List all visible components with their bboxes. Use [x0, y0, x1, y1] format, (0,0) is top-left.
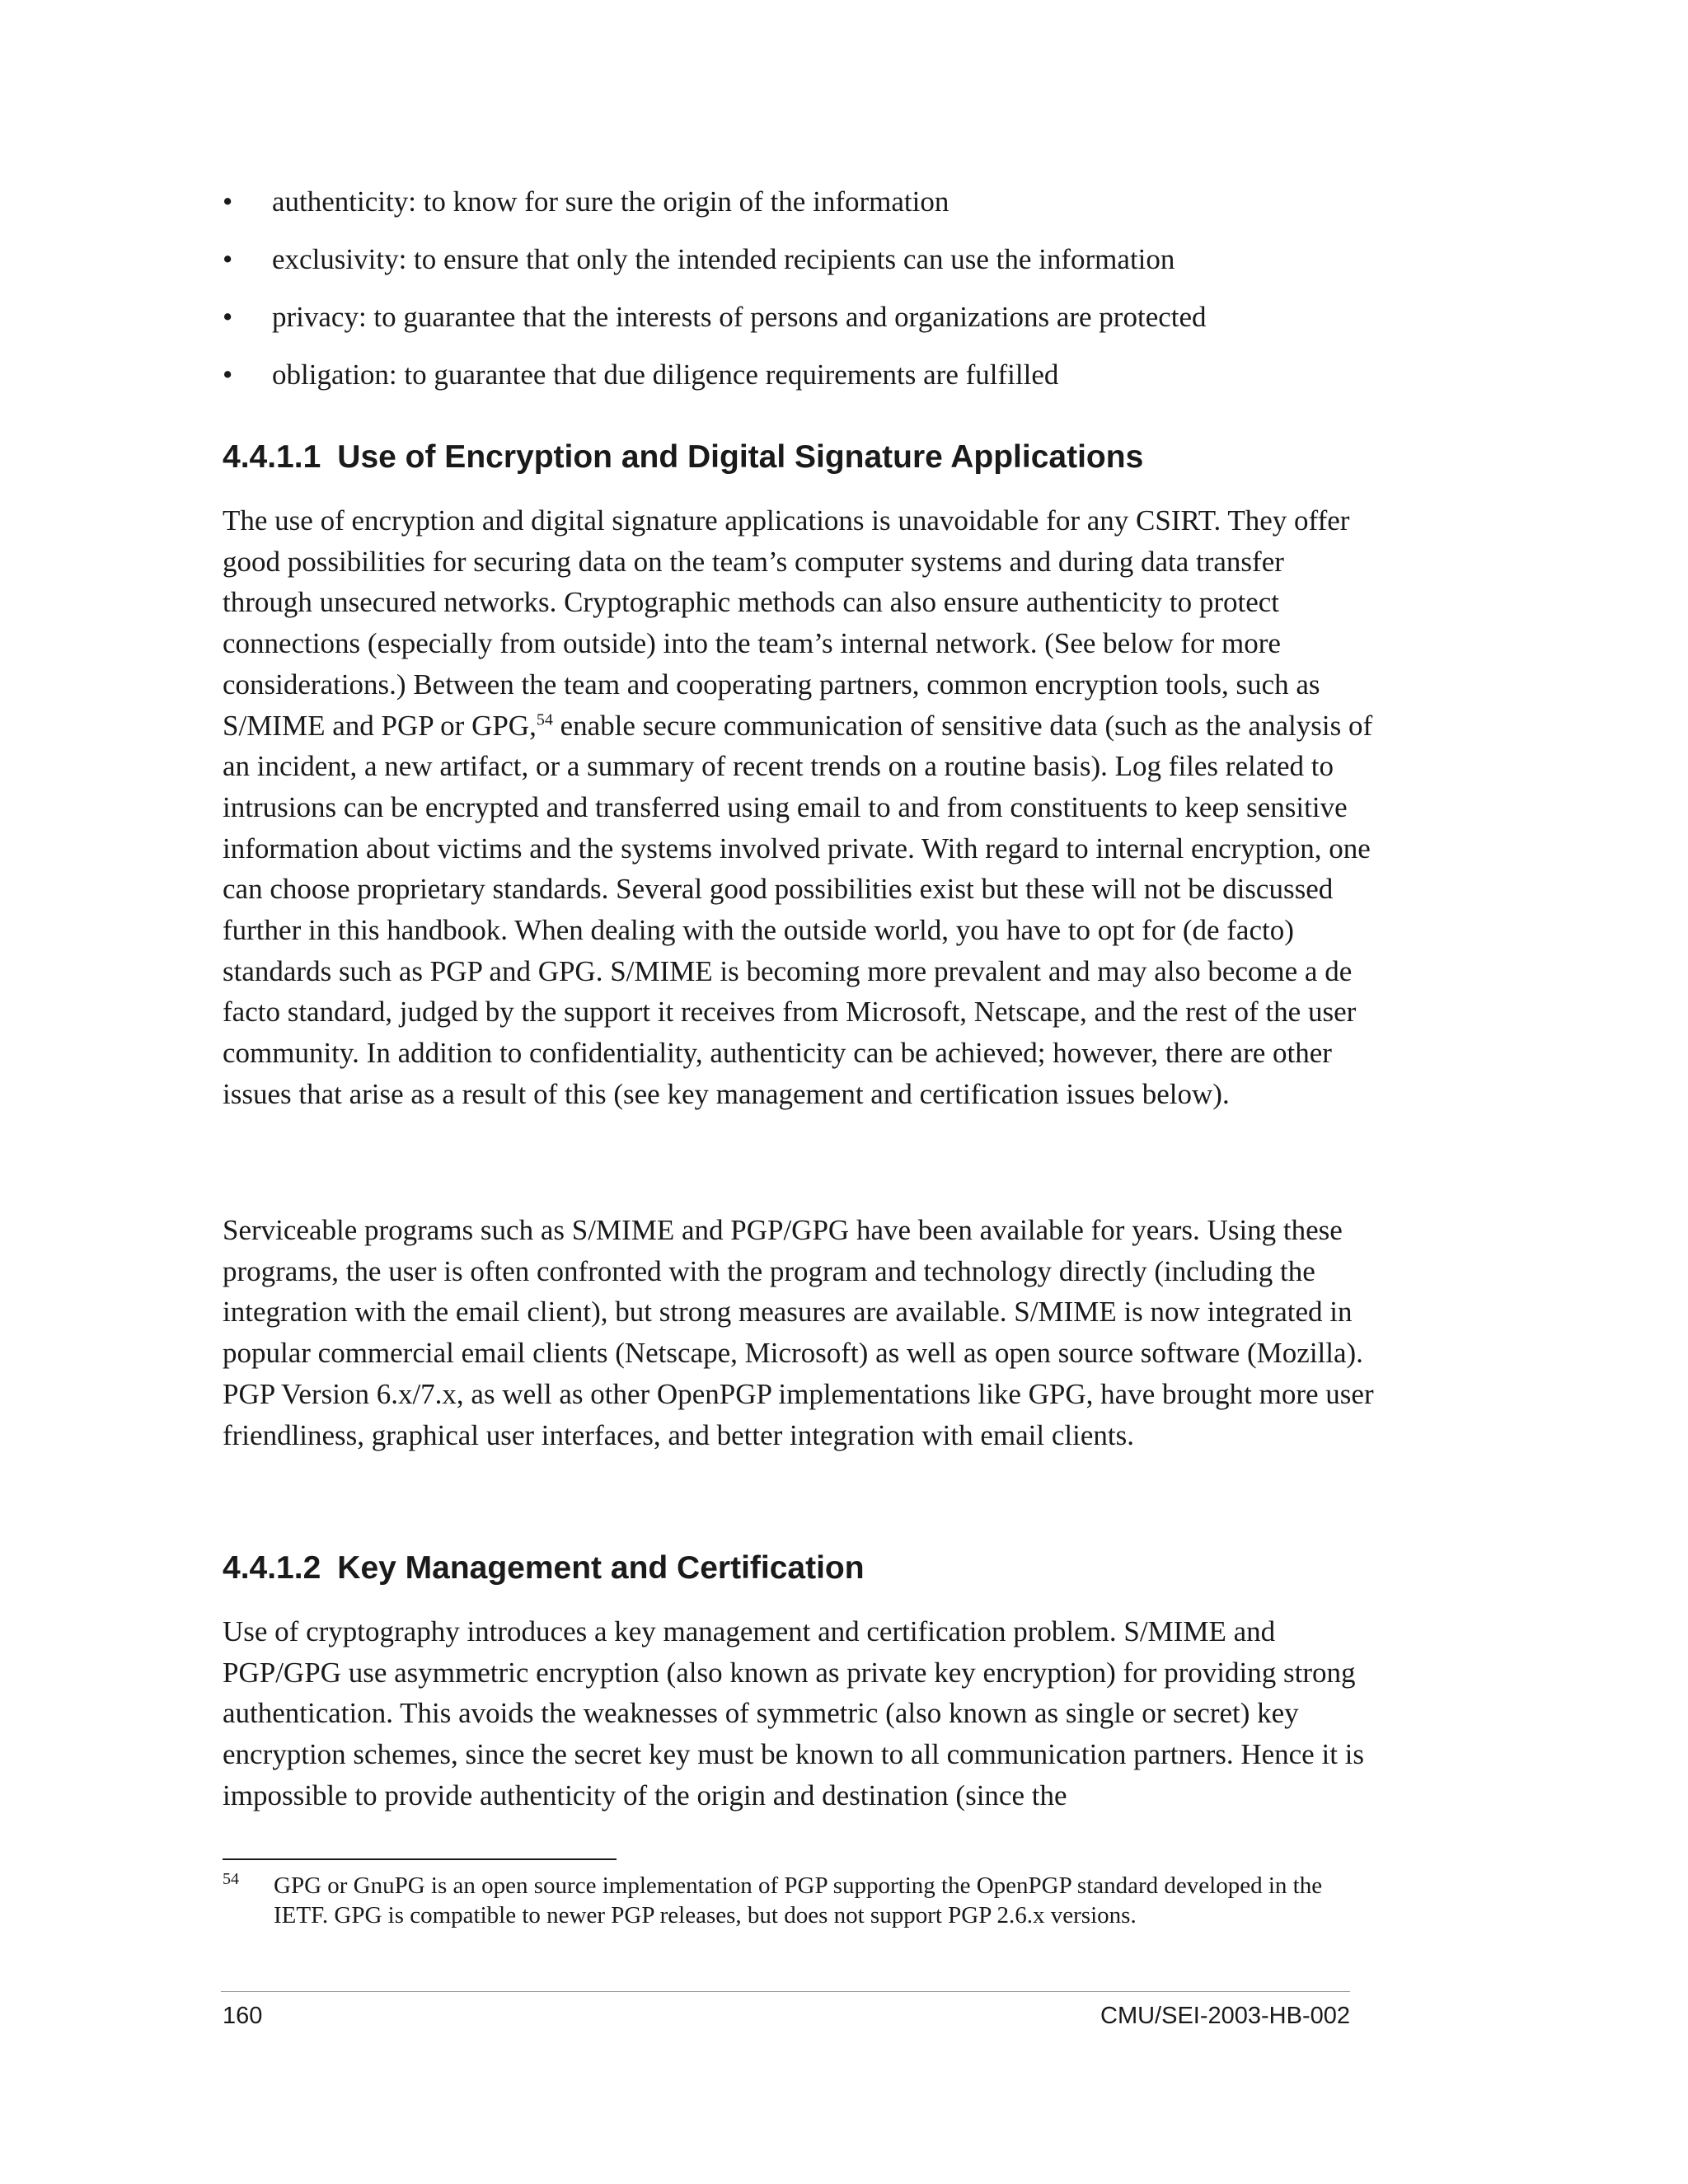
- list-item: [223, 288, 1376, 346]
- bullet-list: [223, 173, 1376, 404]
- footnote-divider: [223, 1858, 617, 1860]
- list-item-text: obligation: to guarantee that due diligence requirements are fulfilled: [272, 359, 1059, 391]
- section-number: 4.4.1.2: [223, 1550, 321, 1586]
- body-paragraph: [223, 500, 1376, 1115]
- list-item: [223, 173, 1376, 231]
- footnote-text: GPG or GnuPG is an open source implementation of PGP supporting the OpenPGP standard developed in the IETF. GPG is compatible to newer PGP releases, but does not support PGP 2.6.x versions.: [274, 1872, 1323, 1929]
- footnote-reference[interactable]: 54: [536, 710, 553, 729]
- body-paragraph: Serviceable programs such as S/MIME and PGP/GPG have been available for years. Using these programs, the user is often confronted with the program and technology directly (including the integration with the email client), but strong measures are available. S/MIME is now integrated in popular commercial email clients (Netscape, Microsoft) as well as open source software (Mozilla). PGP Version 6.x/7.x, as well as other OpenPGP implementations like GPG, have brought more user friendliness, graphical user interfaces, and better integration with email clients.: [223, 1214, 1374, 1451]
- section-number: 4.4.1.1: [223, 439, 321, 475]
- list-item: [223, 346, 1376, 404]
- footnote-number: 54: [223, 1870, 239, 1888]
- section-title: Key Management and Certification: [337, 1550, 865, 1586]
- bullet-icon: •: [223, 185, 233, 218]
- section-heading: [223, 1548, 865, 1589]
- bullet-icon: •: [223, 243, 233, 275]
- footer-divider: [221, 1991, 1350, 1992]
- page-number: 160: [223, 2003, 263, 2029]
- list-item: [223, 231, 1376, 288]
- paragraph-text: The use of encryption and digital signature applications is unavoidable for any CSIRT. They offer good possibilities for securing data on the team’s computer systems and during data transfer through unsecured networks. Cryptographic methods can also ensure authenticity to protect connections (especially from outside) into the team’s internal network. (See below for more considerations.) Between the team and cooperating partners, common encryption tools, such as S/MIME and PGP or GPG,: [223, 504, 1350, 742]
- section-heading: [223, 437, 1143, 478]
- section-title: Use of Encryption and Digital Signature Applications: [337, 439, 1144, 475]
- list-item-text: exclusivity: to ensure that only the intended recipients can use the information: [272, 243, 1175, 275]
- paragraph-text: enable secure communication of sensitive data (such as the analysis of an incident, a new artifact, or a summary of recent trends on a routine basis). Log files related to intrusions can be encrypted and transferred using email to and from constituents to keep sensitive information about victims and the systems involved private. With regard to internal encryption, one can choose proprietary standards. Several good possibilities exist but these will not be discussed further in this handbook. When dealing with the outside world, you have to opt for (de facto) standards such as PGP and GPG. S/MIME is becoming more prevalent and may also become a de facto standard, judged by the support it receives from Microsoft, Netscape, and the rest of the user community. In addition to confidentiality, authenticity can be achieved; however, there are other issues that arise as a result of this (see key management and certification issues below).: [223, 709, 1373, 1110]
- document-id: CMU/SEI-2003-HB-002: [1100, 2003, 1350, 2029]
- body-paragraph: Use of cryptography introduces a key management and certification problem. S/MIME and PGP/GPG use asymmetric encryption (also known as private key encryption) for providing strong authentication. This avoids the weaknesses of symmetric (also known as single or secret) key encryption schemes, since the secret key must be known to all communication partners. Hence it is impossible to provide authenticity of the origin and destination (since the: [223, 1615, 1365, 1811]
- list-item-text: privacy: to guarantee that the interests of persons and organizations are protected: [272, 301, 1207, 333]
- list-item-text: authenticity: to know for sure the origin of the information: [272, 185, 950, 218]
- footnote: [223, 1871, 1376, 1930]
- bullet-icon: •: [223, 359, 233, 391]
- bullet-icon: •: [223, 301, 233, 333]
